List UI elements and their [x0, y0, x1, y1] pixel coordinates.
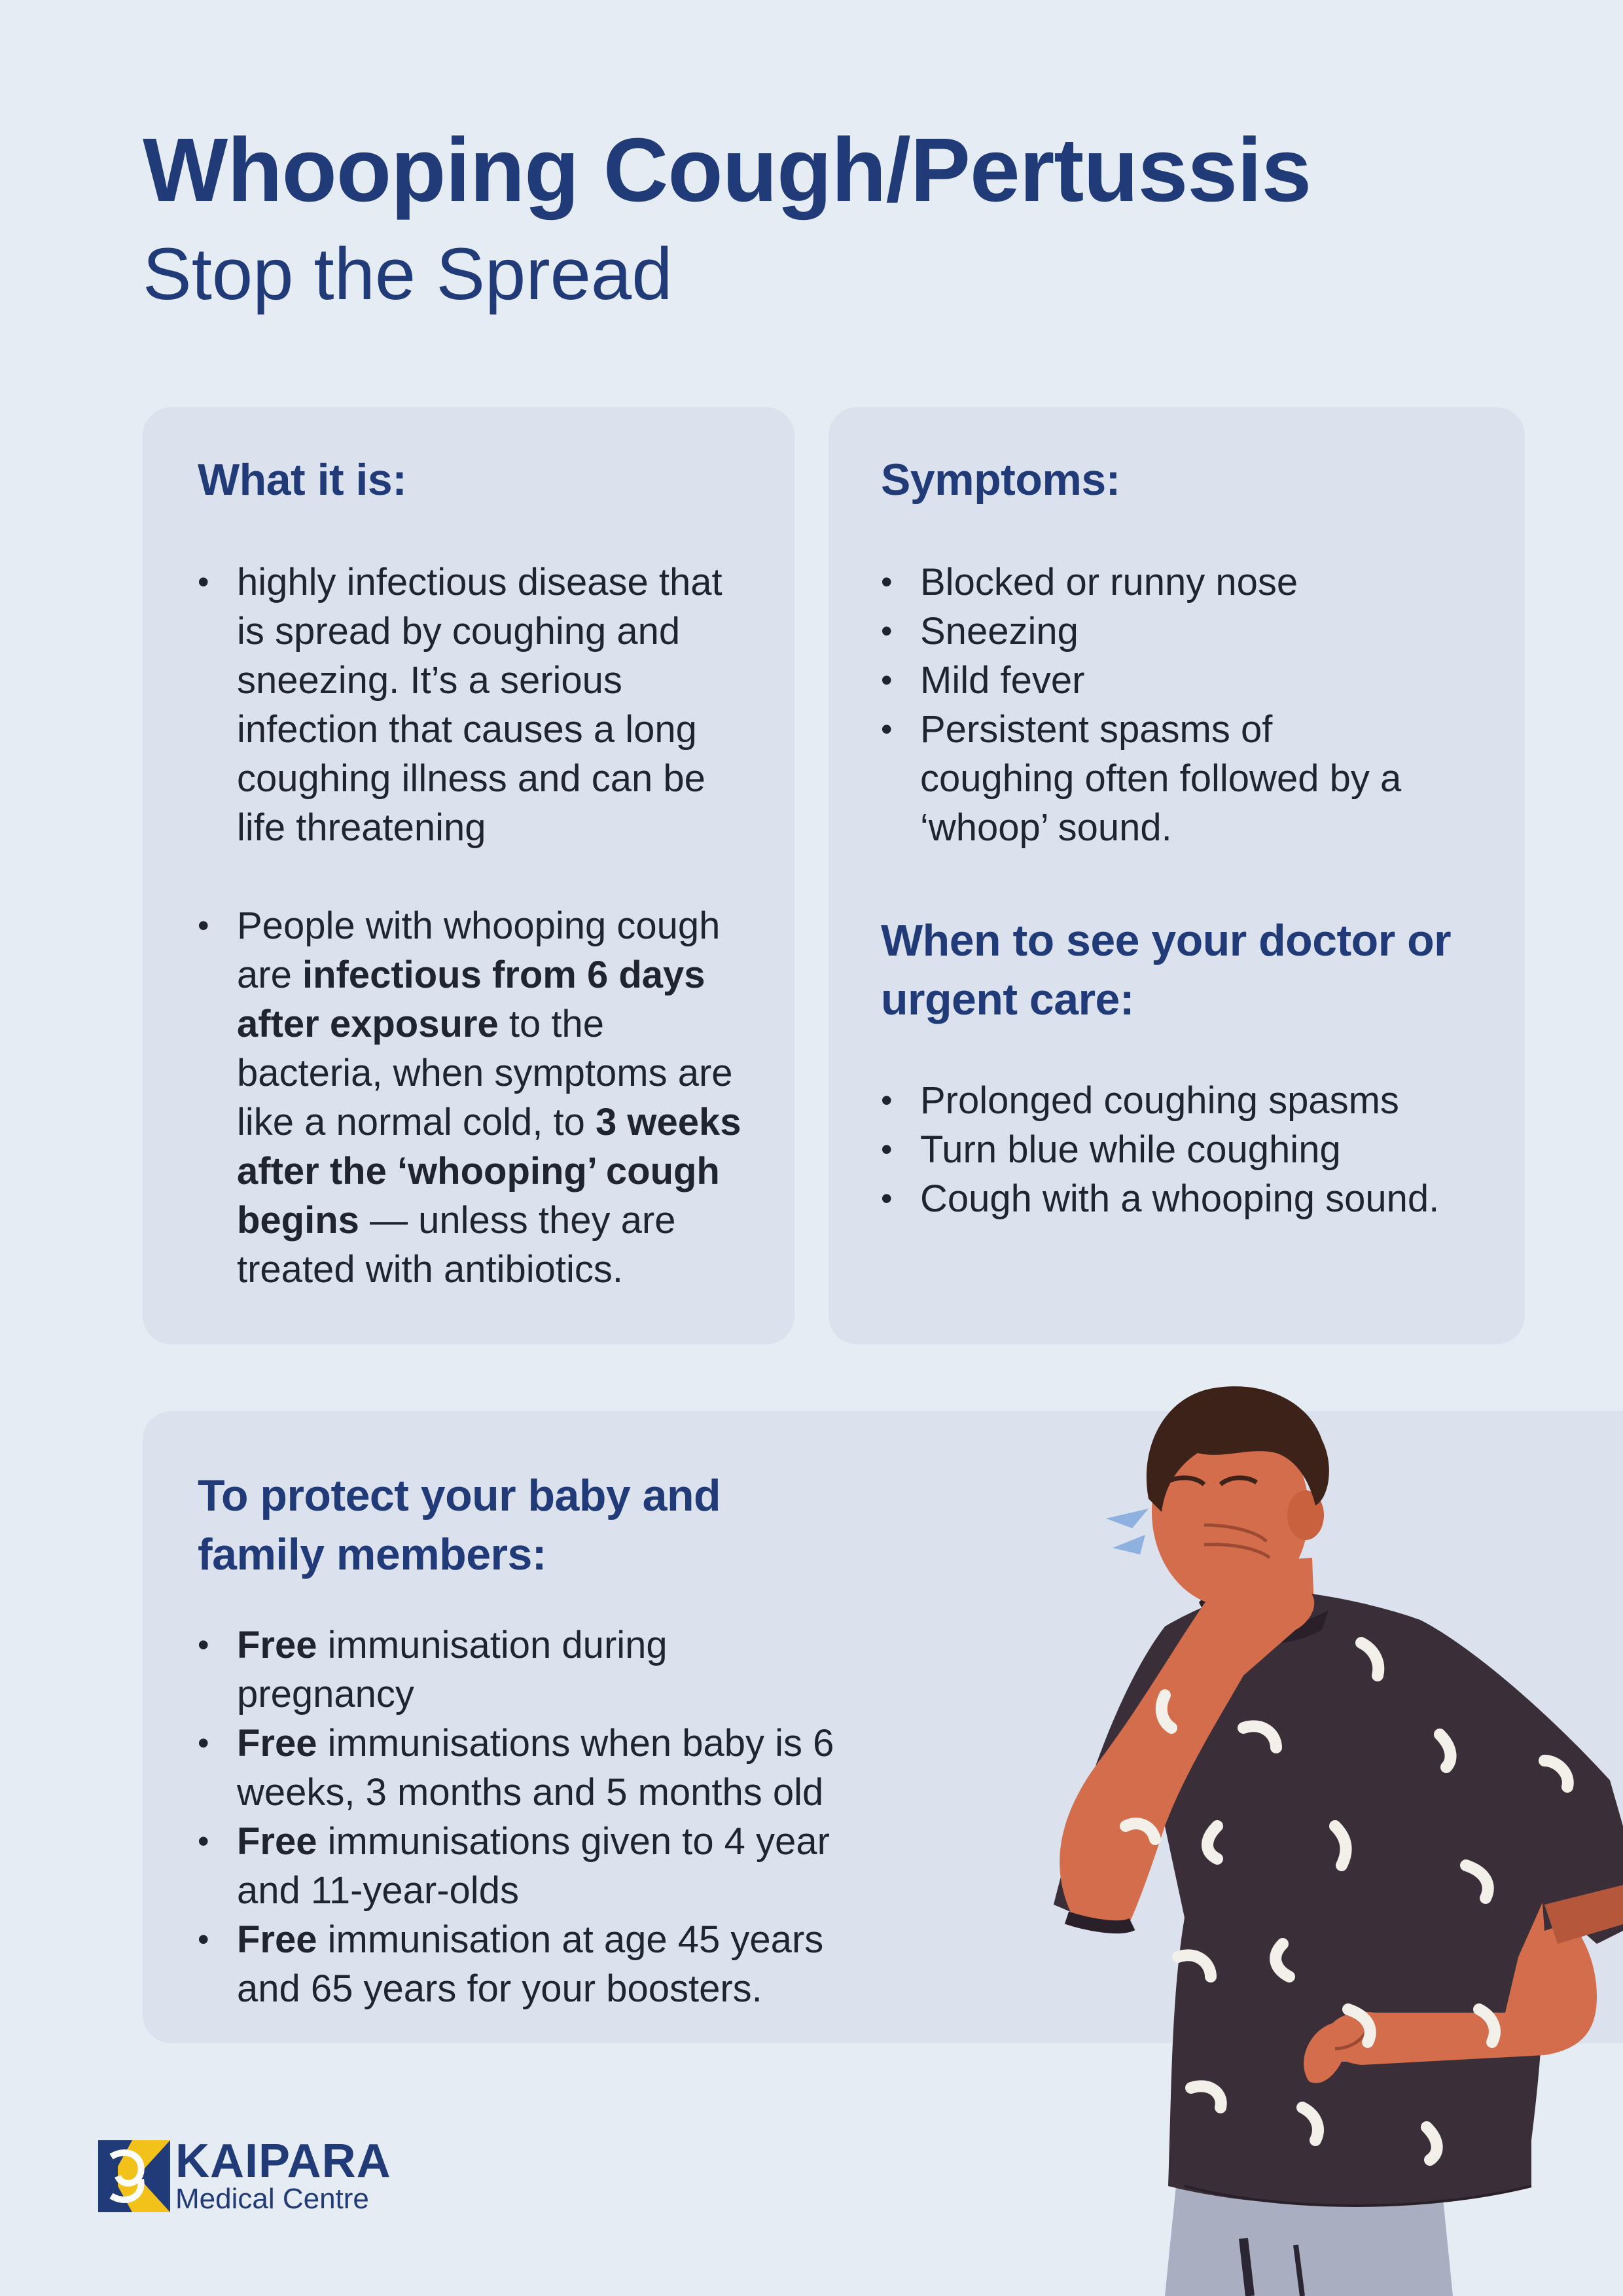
list-item: • Free immunisations given to 4 year and 11-year-olds — [198, 1817, 852, 1915]
kaipara-logo-icon — [98, 2140, 170, 2212]
list-item: • Turn blue while coughing — [881, 1125, 1522, 1174]
what-it-is-card — [143, 407, 794, 1344]
kaipara-logo — [98, 2135, 399, 2214]
page-subtitle: Stop the Spread — [143, 233, 673, 315]
protect-heading: To protect your baby and family members: — [198, 1471, 721, 1579]
symptoms-card — [829, 407, 1525, 1344]
when-to-see-heading: When to see your doctor or urgent care: — [881, 916, 1452, 1024]
logo-subtitle: Medical Centre — [175, 2183, 369, 2215]
symptoms-list — [881, 558, 1418, 852]
list-item: • Prolonged coughing spasms — [881, 1076, 1522, 1125]
list-item: • Blocked or runny nose — [881, 558, 1418, 607]
symptoms-heading: Symptoms: — [881, 455, 1120, 505]
what-it-is-list — [198, 558, 754, 1294]
protect-list — [198, 1621, 852, 2013]
logo-name: KAIPARA — [175, 2135, 391, 2187]
list-item: • Cough with a whooping sound. — [881, 1174, 1522, 1223]
list-item: • Sneezing — [881, 607, 1418, 656]
list-item: • Free immunisations when baby is 6 weeks, 3 months and 5 months old — [198, 1719, 852, 1817]
when-to-see-list — [881, 1076, 1522, 1223]
coughing-person-icon — [969, 1368, 1623, 2296]
list-item: • Persistent spasms of coughing often followed by a ‘whoop’ sound. — [881, 705, 1418, 852]
list-item: • Mild fever — [881, 656, 1418, 705]
list-item: • highly infectious disease that is spread by coughing and sneezing. It’s a serious infection that causes a long coughing illness and can be life threatening — [198, 558, 754, 852]
what-it-is-heading: What it is: — [198, 455, 407, 505]
list-item: • Free immunisation during pregnancy — [198, 1621, 852, 1719]
list-item: • Free immunisation at age 45 years and 65 years for your boosters. — [198, 1915, 852, 2013]
list-item: • People with whooping cough are infectious from 6 days after exposure to the bacteria, when symptoms are like a normal cold, to 3 weeks after the ‘whooping’ cough begins — unless they are treated with antibiotics. — [198, 901, 754, 1294]
page-title: Whooping Cough/Pertussis — [143, 120, 1311, 221]
